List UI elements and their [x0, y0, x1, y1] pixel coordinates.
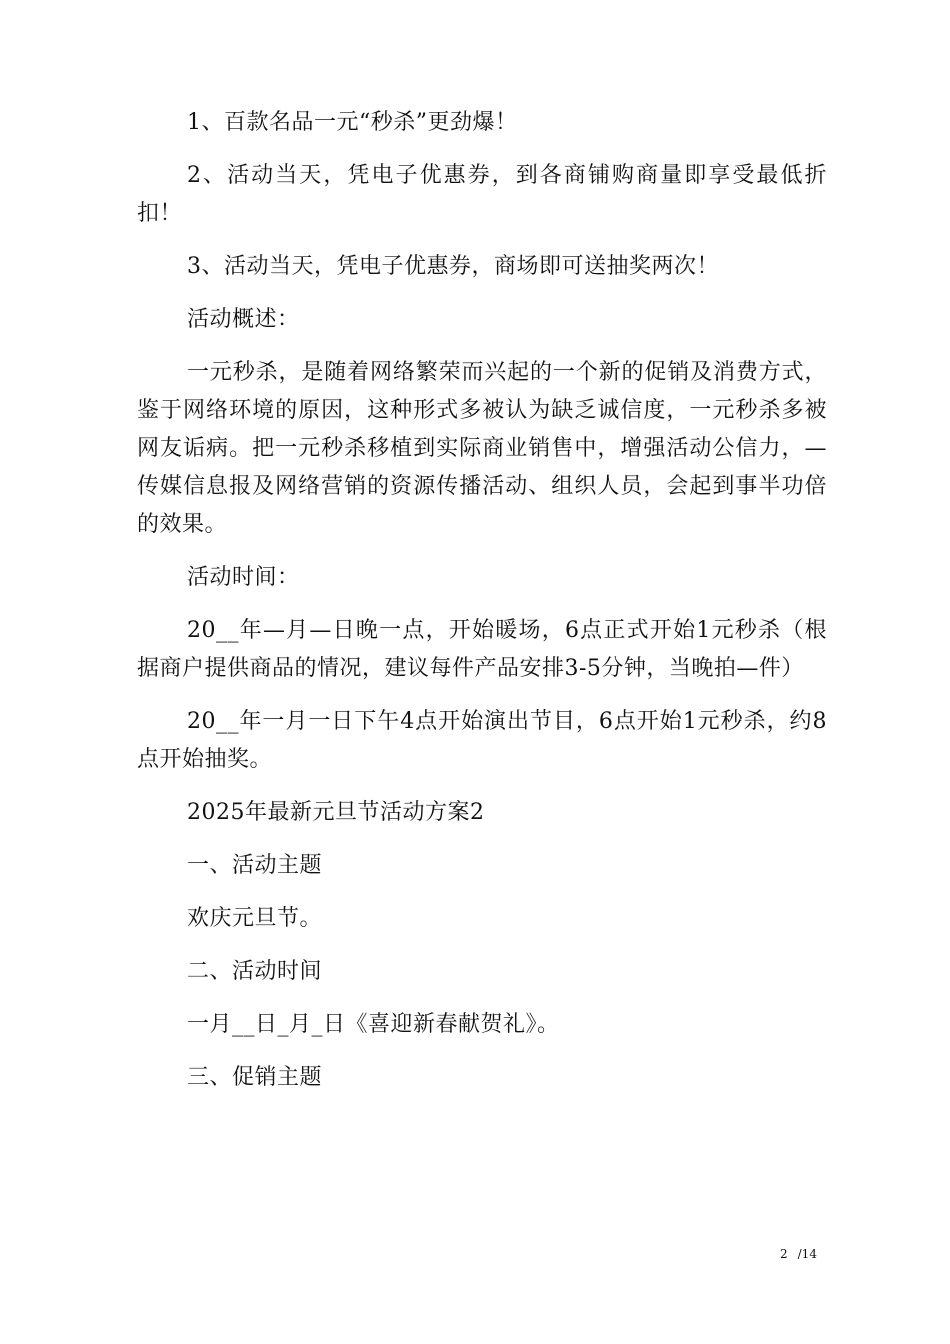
page-total: /14 — [797, 1247, 817, 1261]
section-label-time: 活动时间： — [187, 565, 300, 590]
paragraph-item-2: 2、活动当天，凭电子优惠券，到各商铺购商量即享受最低折扣！ — [137, 163, 827, 226]
heading-time: 二、活动时间 — [187, 959, 323, 984]
paragraph-date: 一月__日_月_日《喜迎新春献贺礼》。 — [187, 1012, 560, 1037]
page-current: 2 — [780, 1247, 788, 1261]
paragraph-item-3: 3、活动当天，凭电子优惠券，商场即可送抽奖两次！ — [187, 254, 719, 279]
paragraph-time-1: 20__年—月—日晚一点，开始暖场，6点正式开始1元秒杀（根据商户提供商品的情况，建议每件产品安排3-5分钟，当晚拍—件） — [137, 618, 827, 681]
heading-theme: 一、活动主题 — [187, 853, 323, 878]
page-number — [780, 1246, 817, 1262]
plan-title: 2025年最新元旦节活动方案2 — [187, 800, 485, 825]
paragraph-theme: 欢庆元旦节。 — [187, 906, 323, 931]
paragraph-overview: 一元秒杀，是随着网络繁荣而兴起的一个新的促销及消费方式，鉴于网络环境的原因，这种形式多被认为缺乏诚信度，一元秒杀多被网友诟病。把一元秒杀移植到实际商业销售中，增强活动公信力，—传媒信息报及网络营销的资源传播活动、组织人员，会起到事半功倍的效果。 — [137, 360, 827, 537]
heading-promotion: 三、促销主题 — [187, 1065, 323, 1090]
paragraph-item-1: 1、百款名品一元“秒杀”更劲爆！ — [187, 110, 518, 135]
paragraph-time-2: 20__年一月一日下午4点开始演出节目，6点开始1元秒杀，约8点开始抽奖。 — [137, 709, 827, 772]
document-body — [137, 104, 827, 1112]
section-label-overview: 活动概述： — [187, 307, 300, 332]
